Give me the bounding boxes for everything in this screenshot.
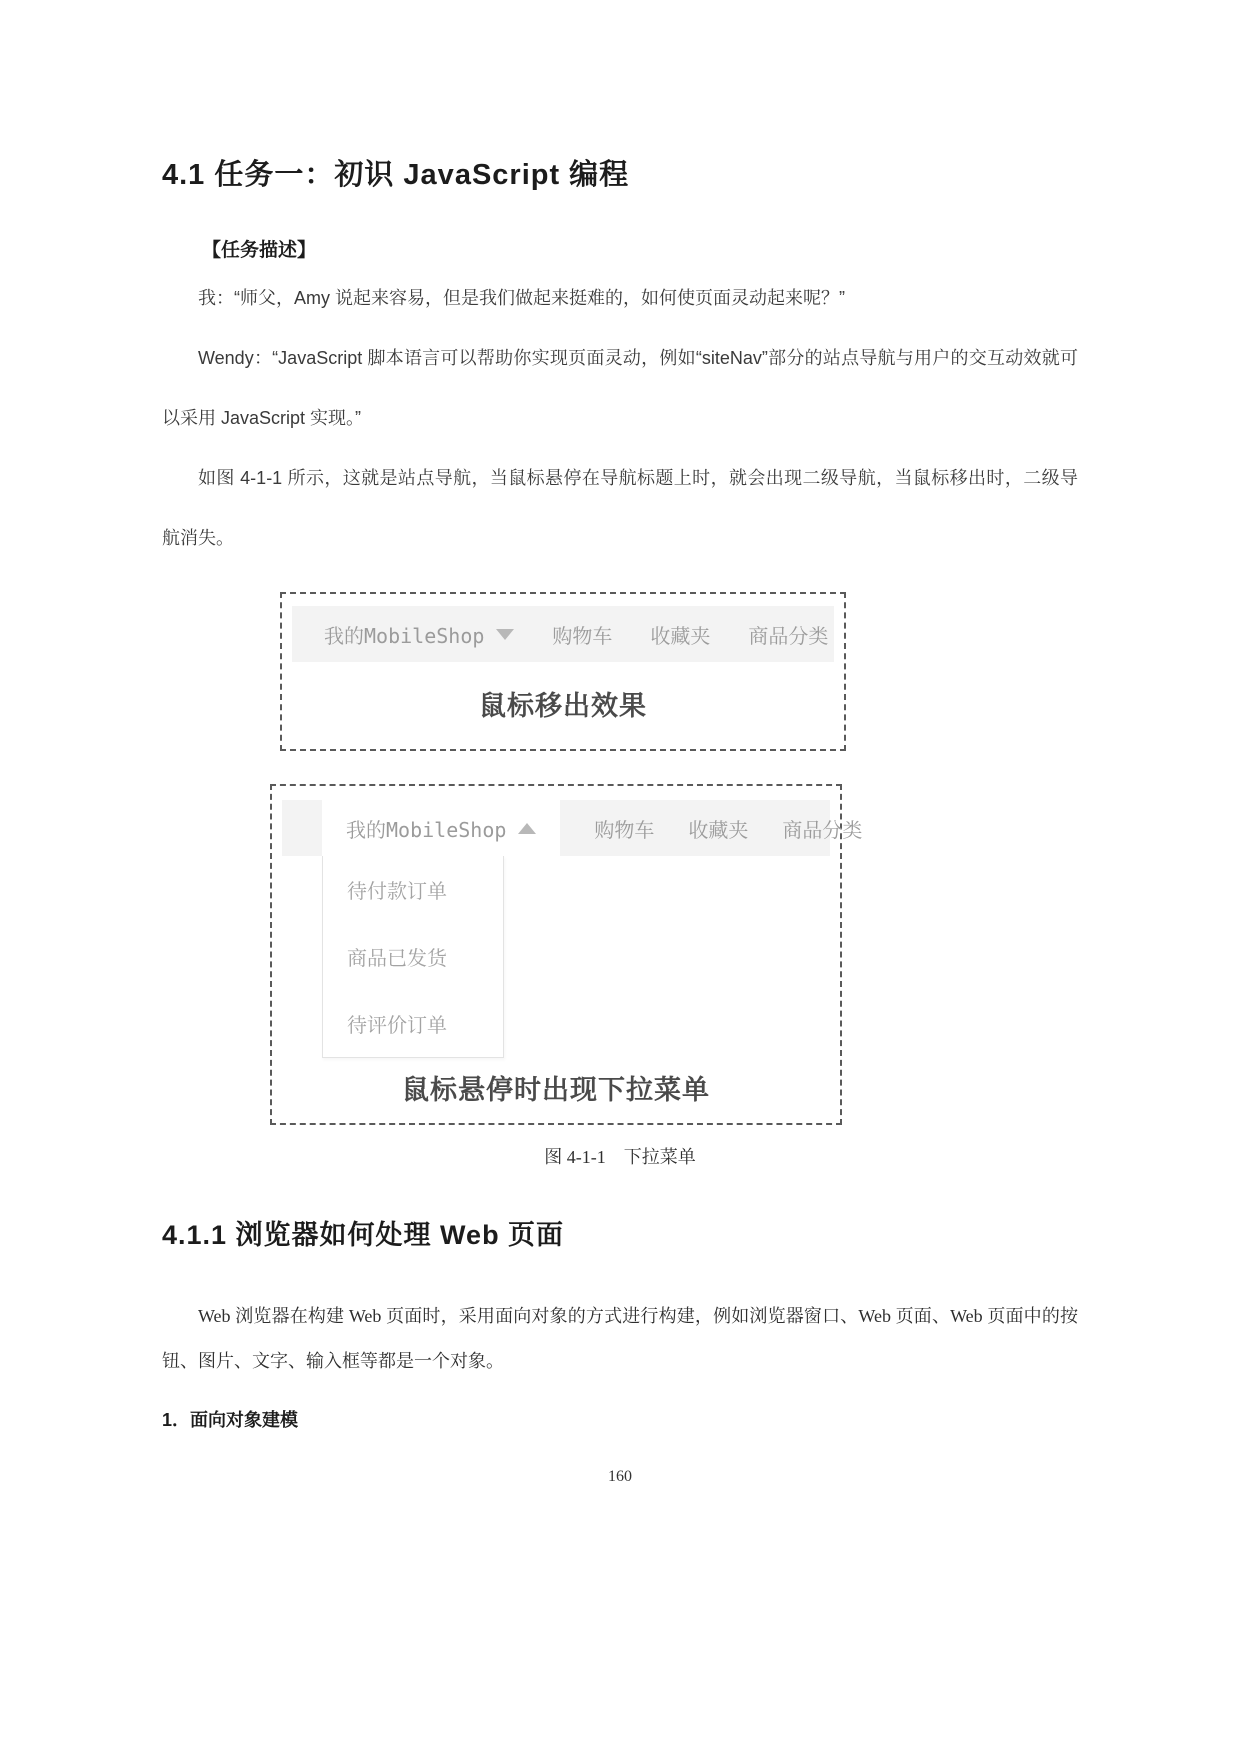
nav-item-my-mobileshop — [322, 800, 560, 856]
chevron-up-icon — [518, 823, 536, 834]
nav-item-categories: 商品分类 — [748, 623, 829, 648]
page-number: 160 — [608, 1468, 632, 1485]
section-title: 4.1 任务一：初识 JavaScript 编程 — [162, 159, 630, 191]
nav-item-cart: 购物车 — [552, 623, 613, 648]
dropdown-item-pending-payment: 待付款订单 — [347, 879, 447, 903]
figure-state-label: 鼠标悬停时出现下拉菜单 — [402, 1075, 710, 1105]
chevron-down-icon — [496, 629, 514, 640]
dropdown-item-shipped: 商品已发货 — [347, 946, 447, 970]
nav-item-favorites: 收藏夹 — [688, 817, 749, 842]
list-item-oop-modeling: 1．面向对象建模 — [162, 1410, 299, 1430]
figure-hover-state — [270, 784, 863, 1125]
dropdown-item-pending-review: 待评价订单 — [347, 1013, 447, 1037]
figure-state-label: 鼠标移出效果 — [479, 691, 647, 721]
paragraph-web-browser: Web 浏览器在构建 Web 页面时，采用面向对象的方式进行构建，例如浏览器窗口、Web 页面、Web 页面中的按钮、图片、文字、输入框等都是一个对象。 — [162, 1306, 1078, 1371]
nav-item-categories: 商品分类 — [782, 817, 863, 842]
figure-mouse-out-state — [280, 592, 846, 751]
paragraph-dialog-wendy: Wendy：“JavaScript 脚本语言可以帮助你实现页面灵动，例如“siteNav”部分的站点导航与用户的交互动效就可以采用 JavaScript 实现。” — [162, 348, 1078, 428]
nav-item-my-mobileshop — [324, 620, 514, 649]
site-nav-bar — [282, 800, 863, 856]
subsection-title: 4.1.1 浏览器如何处理 Web 页面 — [162, 1220, 565, 1250]
nav-item-cart: 购物车 — [594, 817, 655, 842]
nav-item-favorites: 收藏夹 — [650, 623, 711, 648]
site-nav-bar — [292, 606, 834, 662]
nav-item-label: 我的MobileShop — [346, 817, 507, 842]
task-description-label: 【任务描述】 — [202, 240, 317, 261]
paragraph-dialog-me: 我：“师父，Amy 说起来容易，但是我们做起来挺难的，如何使页面灵动起来呢？” — [198, 288, 845, 308]
paragraph-figure-intro: 如图 4-1-1 所示，这就是站点导航，当鼠标悬停在导航标题上时，就会出现二级导航，当鼠标移出时，二级导航消失。 — [162, 468, 1078, 548]
figure-caption: 图 4-1-1 下拉菜单 — [544, 1147, 696, 1167]
dropdown-menu — [322, 856, 504, 1058]
nav-item-label: 我的MobileShop — [324, 623, 485, 648]
